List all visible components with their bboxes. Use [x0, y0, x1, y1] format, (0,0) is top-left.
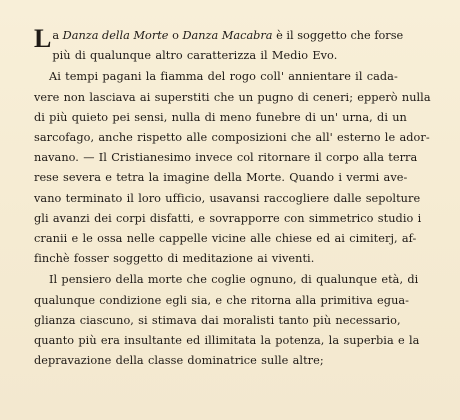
paragraph-3: [34, 270, 444, 371]
text-line: Il pensiero della morte che coglie ognuno, di qualunque età, di: [49, 273, 419, 287]
text-line: depravazione della classe dominatrice sulle altre;: [34, 354, 324, 368]
text-line: gli avanzi dei corpi disfatti, e sovrapporre con simmetrico studio i: [34, 211, 422, 225]
text-line: glianza ciascuno, si stimava dai moralisti tanto più necessario,: [34, 313, 401, 327]
text-line: vano terminato il loro ufficio, usavansi raccogliere dalle sepolture: [34, 191, 421, 205]
text-line: qualunque condizione egli sia, e che ritorna alla primitiva egua-: [34, 293, 410, 307]
opening-line: [34, 24, 444, 53]
paragraph-1-line-2: più di qualunque altro caratterizza il Medio Evo.: [52, 49, 338, 63]
text-line: Ai tempi pagani la fiamma del rogo coll' annientare il cada-: [49, 70, 398, 84]
text-line: di più quieto pei sensi, nulla di meno funebre di un' urna, di un: [34, 110, 407, 124]
opening-text-2: o: [168, 29, 183, 42]
title-danza-macabra: Danza Macabra: [182, 29, 273, 42]
text-line: navano. — Il Cristianesimo invece col ritornare il corpo alla terra: [34, 151, 418, 165]
text-line: vere non lasciava ai superstiti che un pugno di ceneri; epperò nulla: [34, 90, 431, 104]
drop-cap: L: [34, 24, 52, 53]
text-line: rese severa e tetra la imagine della Morte. Quando i vermi ave-: [34, 171, 408, 185]
text-line: cranii e le ossa nelle cappelle vicine alle chiese ed ai cimiterj, af-: [34, 232, 417, 246]
text-line: finchè fosser soggetto di meditazione ai viventi.: [34, 252, 315, 266]
text-line: quanto più era insultante ed illimitata la potenza, la superbia e la: [34, 334, 420, 348]
opening-text-3: è il soggetto che forse: [272, 29, 404, 42]
text-line: sarcofago, anche rispetto alle composizioni che all' esterno le ador-: [34, 131, 430, 145]
opening-text-1: a: [52, 29, 63, 42]
title-danza-della-morte: Danza della Morte: [62, 29, 169, 42]
paragraph-2: [34, 67, 444, 269]
